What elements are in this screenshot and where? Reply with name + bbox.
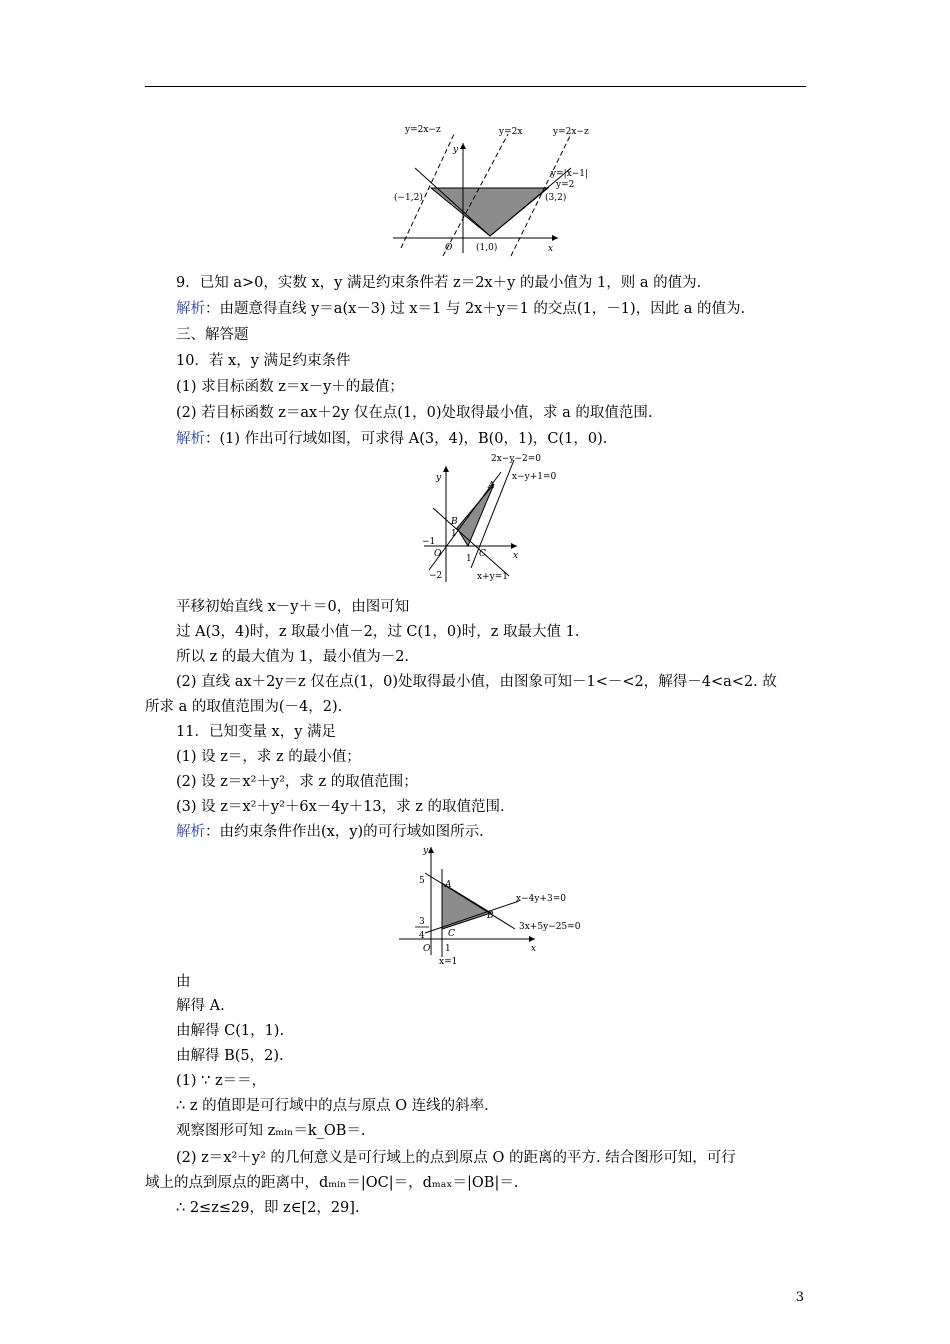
q11-part3: (3) 设 z＝x²＋y²＋6x－4y＋13，求 z 的取值范围. (176, 799, 505, 815)
solution-label: 解析 (176, 824, 205, 840)
fig2-label: y (436, 473, 442, 483)
fig1-label: x (548, 244, 554, 254)
fig3-label: 3 (419, 917, 425, 927)
fig2-label: 1 (451, 529, 457, 539)
fig1-label: O (445, 243, 453, 253)
fig3-label: O (423, 944, 431, 954)
fig3-label: C (448, 929, 455, 939)
q11-statement: 11．已知变量 x，y 满足 (176, 724, 337, 740)
fig3-label: A (445, 880, 452, 890)
figure-3-feasible-region (395, 843, 595, 968)
header-rule (145, 86, 806, 87)
fig3-label: x=1 (439, 957, 458, 967)
q10-part2: (2) 若目标函数 z＝ax＋2y 仅在点(1，0)处取得最小值，求 a 的取值范围. (176, 405, 653, 421)
q11-step-2: ∴ z 的值即是可行域中的点与原点 O 连线的斜率. (176, 1098, 489, 1114)
q11-text-you: 由 (176, 974, 191, 990)
q11-step-1: (1) ∵ z＝＝， (176, 1073, 267, 1089)
fig3-label: 1 (445, 944, 451, 954)
fig3-label: x−4y+3=0 (516, 894, 566, 904)
q11-step-4: (2) z＝x²＋y² 的几何意义是可行域上的点到原点 O 的距离的平方. 结合图形可知，可行 (176, 1150, 736, 1166)
q11-part1: (1) 设 z＝，求 z 的最小值； (176, 749, 361, 765)
q9-statement: 9．已知 a>0，实数 x，y 满足约束条件若 z＝2x＋y 的最小值为 1，则 a 的值为. (176, 275, 702, 291)
shaded-region (431, 188, 548, 236)
q10-text-a: 平移初始直线 x－y＋＝0，由图可知 (176, 599, 410, 615)
q11-step-5: 域上的点到原点的距离中，dₘᵢₙ＝|OC|＝，dₘₐₓ＝|OB|＝. (145, 1175, 519, 1191)
fig1-label: y=2 (556, 180, 575, 190)
fig3-label: x (531, 944, 537, 954)
fig1-label: y=|x−1| (551, 169, 589, 179)
solution-text: ：(1) 作出可行域如图，可求得 A(3，4)，B(0，1)，C(1，0). (205, 431, 608, 447)
q11-part2: (2) 设 z＝x²＋y²，求 z 的取值范围； (176, 774, 418, 790)
q11-solution (176, 822, 484, 842)
figure-2-feasible-region (419, 450, 579, 590)
q10-text-c: 所以 z 的最大值为 1，最小值为－2. (176, 649, 410, 665)
q10-text-b: 过 A(3，4)时，z 取最小值－2，过 C(1，0)时，z 取最大值 1. (176, 624, 580, 640)
q10-text-e: 所求 a 的取值范围为(－4，2). (145, 699, 343, 715)
fig3-label: 4 (419, 931, 425, 941)
solution-text: ：由题意得直线 y＝a(x－3) 过 x＝1 与 2x＋y＝1 的交点(1，－1)，因此 a 的值为. (205, 301, 746, 317)
fig2-label: x (513, 551, 519, 561)
fig1-label: y=2x (499, 127, 523, 137)
fig1-label: y (453, 145, 459, 155)
fig2-label: −2 (429, 571, 443, 581)
q11-step-6: ∴ 2≤z≤29，即 z∈[2，29]. (176, 1200, 360, 1216)
fig3-label: 5 (419, 876, 425, 886)
page-number: 3 (795, 1290, 804, 1305)
q11-text-jie-a: 解得 A. (176, 998, 225, 1014)
fig2-label: −1 (422, 537, 436, 547)
fig1-label: y=2x−z (405, 125, 441, 135)
q10-text-d: (2) 直线 ax＋2y＝z 仅在点(1，0)处取得最小值，由图象可知－1<－<2，解得－4<a<2. 故 (176, 674, 777, 690)
fig2-label: O (434, 549, 442, 559)
fig1-label: y=2x−z (553, 127, 589, 137)
fig2-label: 2x−y−2=0 (491, 454, 541, 464)
fig3-label: 3x+5y−25=0 (519, 922, 581, 932)
fig2-label: 1 (466, 554, 472, 564)
fig1-label: (1,0) (476, 243, 498, 253)
fig2-label: x−y+1=0 (512, 472, 557, 482)
fig1-label: (−1,2) (394, 193, 423, 203)
solution-label: 解析 (176, 431, 205, 447)
figure-1-feasible-region (393, 118, 593, 260)
shaded-region (457, 484, 494, 546)
q11-step-3: 观察图形可知 zₘᵢₙ＝k_OB＝. (176, 1123, 366, 1139)
q11-text-b: 由解得 B(5，2). (176, 1048, 284, 1064)
fig2-label: B (451, 517, 458, 527)
q10-statement: 10．若 x，y 满足约束条件 (176, 353, 351, 369)
fig3-label: y (423, 846, 429, 856)
solution-label: 解析 (176, 301, 205, 317)
q11-text-c: 由解得 C(1，1). (176, 1023, 285, 1039)
q9-solution (176, 299, 745, 319)
q10-part1: (1) 求目标函数 z＝x－y＋的最值； (176, 379, 404, 395)
fig3-label: B (487, 911, 494, 921)
q10-solution (176, 429, 607, 449)
section-heading: 三、解答题 (176, 327, 249, 343)
fig2-label: x+y=1 (477, 572, 508, 582)
fig2-label: A (488, 481, 495, 491)
fig1-label: (3,2) (545, 193, 567, 203)
fig2-label: C (479, 549, 486, 559)
solution-text: ：由约束条件作出(x，y)的可行域如图所示. (205, 824, 484, 840)
